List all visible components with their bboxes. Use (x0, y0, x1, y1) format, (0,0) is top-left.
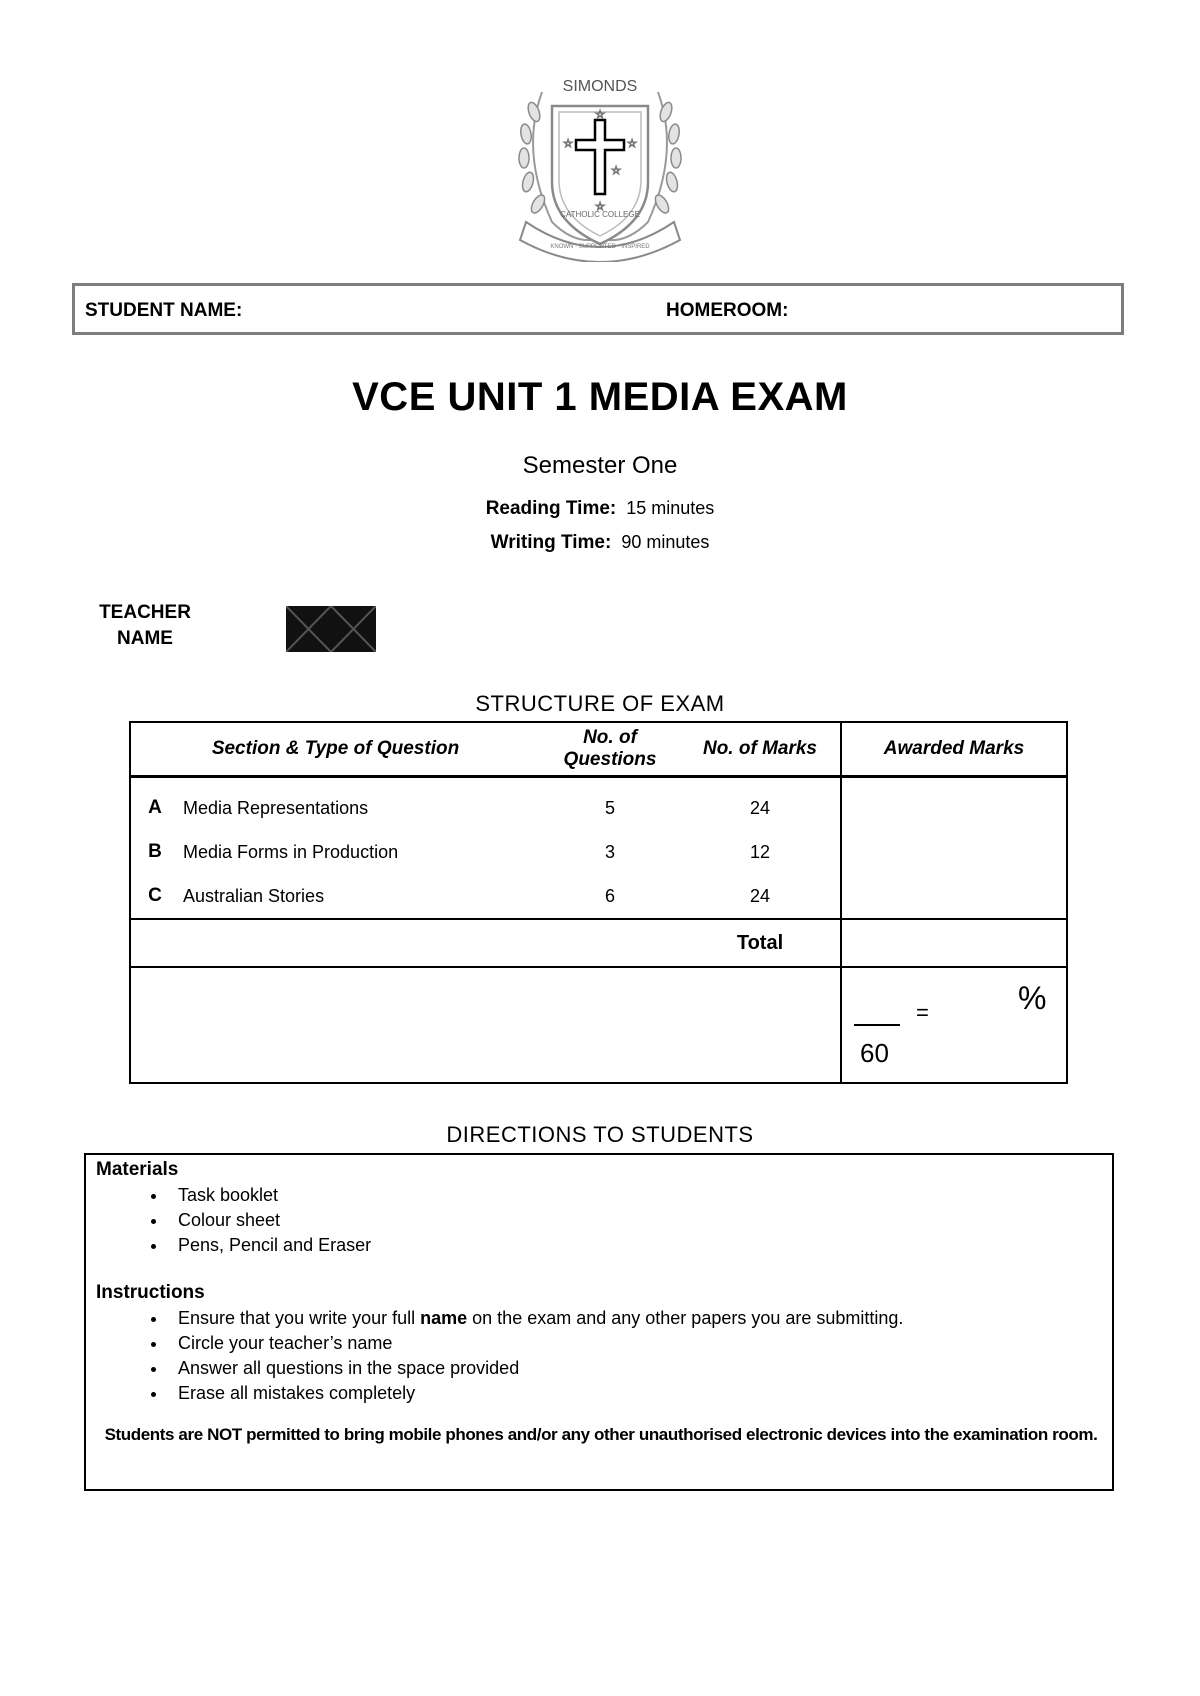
table-row (130, 874, 1067, 919)
section-letter: B (148, 841, 162, 862)
score-percent: % (1018, 980, 1047, 1016)
section-letter: A (148, 797, 162, 818)
col-awarded-marks: Awarded Marks (841, 722, 1067, 777)
list-item: • Answer all questions in the space provided (168, 1356, 903, 1381)
awarded-marks-cell[interactable] (841, 777, 1067, 831)
col-no-marks: No. of Marks (680, 722, 841, 777)
teacher-label-line1: TEACHER (99, 602, 191, 623)
question-count: 6 (604, 885, 615, 906)
student-name-bar[interactable] (72, 283, 1124, 335)
reading-time-value: 15 minutes (626, 498, 715, 518)
marks-count: 24 (749, 797, 771, 818)
list-item: • Circle your teacher’s name (168, 1331, 903, 1356)
instructions-label: Instructions (96, 1282, 205, 1303)
writing-time-label: Writing Time: (490, 532, 612, 553)
materials-label: Materials (96, 1159, 179, 1180)
svg-text:☆: ☆ (563, 137, 573, 150)
question-type: Media Representations (183, 797, 369, 818)
total-marks-cell[interactable] (841, 919, 1067, 967)
total-row (130, 919, 1067, 967)
question-count: 5 (604, 797, 615, 818)
score-numerator-line (854, 1024, 900, 1026)
directions-box (84, 1153, 1114, 1491)
student-name-label: STUDENT NAME: (85, 300, 243, 321)
awarded-marks-cell[interactable] (841, 874, 1067, 919)
writing-time-value: 90 minutes (621, 532, 710, 552)
svg-text:☆: ☆ (595, 200, 605, 213)
materials-list (136, 1183, 371, 1258)
crest-subtitle: CATHOLIC COLLEGE (560, 210, 640, 219)
list-item: • Colour sheet (168, 1208, 371, 1233)
section-letter: C (148, 885, 162, 906)
score-equals: = (916, 1000, 929, 1025)
total-label: Total (680, 919, 841, 967)
crest-motto: KNOWN · SUPPORTED · INSPIRED (550, 244, 650, 250)
reading-time-label: Reading Time: (485, 498, 617, 519)
list-item: • Erase all mistakes completely (168, 1381, 903, 1406)
semester-subtitle: Semester One (522, 452, 678, 479)
question-type: Media Forms in Production (183, 841, 399, 862)
instruction-text: on the exam and any other papers you are submitting. (467, 1308, 904, 1328)
structure-table (129, 721, 1068, 1084)
homeroom-label: HOMEROOM: (666, 300, 789, 321)
awarded-marks-cell[interactable] (841, 830, 1067, 874)
directions-heading: DIRECTIONS TO STUDENTS (446, 1122, 754, 1147)
teacher-label-line2: NAME (117, 628, 173, 649)
score-row (130, 967, 1067, 1083)
marks-count: 24 (749, 885, 771, 906)
writing-time (0, 532, 1200, 554)
question-count: 3 (604, 841, 615, 862)
svg-text:☆: ☆ (595, 108, 605, 121)
svg-text:☆: ☆ (627, 137, 637, 150)
list-item: • Pens, Pencil and Eraser (168, 1233, 371, 1258)
exam-title: VCE UNIT 1 MEDIA EXAM (352, 375, 848, 419)
question-type: Australian Stories (183, 885, 325, 906)
instructions-list (136, 1306, 903, 1406)
score-fraction-cell[interactable] (841, 967, 1067, 1083)
teacher-name-label (95, 600, 195, 652)
college-crest-logo (512, 72, 688, 262)
teacher-redacted-box[interactable] (286, 606, 376, 652)
structure-header-row (130, 722, 1067, 777)
col-section-type: Section & Type of Question (130, 722, 540, 777)
structure-heading: STRUCTURE OF EXAM (475, 691, 725, 716)
reading-time (0, 498, 1200, 520)
instruction-text: Ensure that you write your full (178, 1308, 421, 1328)
score-denominator: 60 (860, 1038, 889, 1068)
marks-count: 12 (749, 841, 771, 862)
phone-warning: Students are NOT permitted to bring mobile phones and/or any other unauthorised electronic devices into the examination room. (104, 1425, 1098, 1444)
svg-text:☆: ☆ (611, 164, 621, 177)
list-item: • Task booklet (168, 1183, 371, 1208)
crest-name: SIMONDS (562, 78, 638, 95)
instruction-bold: name (420, 1308, 468, 1328)
col-no-questions: No. of Questions (540, 722, 680, 777)
table-row (130, 777, 1067, 831)
list-item (168, 1306, 903, 1331)
table-row (130, 830, 1067, 874)
